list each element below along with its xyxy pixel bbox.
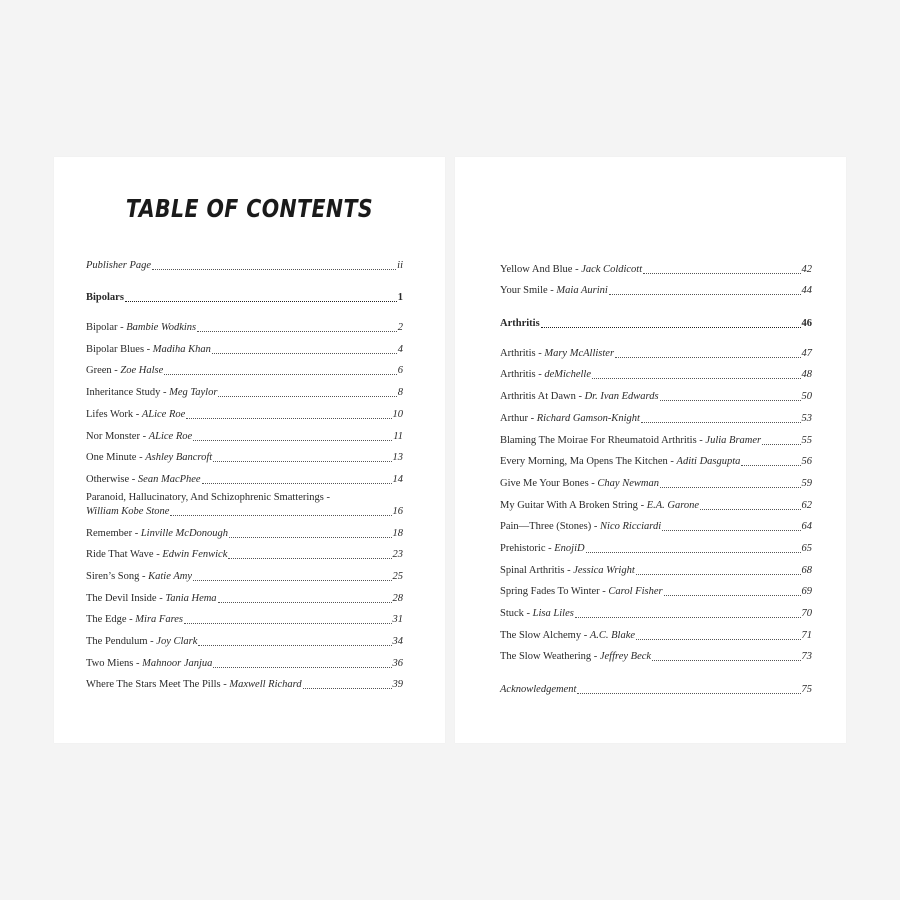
- dot-leader: [586, 551, 801, 553]
- entry-title: Nor Monster: [86, 430, 140, 442]
- entry-page: 18: [392, 527, 403, 539]
- dot-leader: [186, 417, 391, 419]
- entry-author: Lisa Liles: [532, 608, 574, 619]
- entry-author: Mary McAllister: [544, 347, 615, 359]
- entry-author: Maia Aurini: [556, 285, 608, 297]
- entry-page: 36: [392, 657, 403, 669]
- entry-author: A.C. Blake: [589, 629, 636, 641]
- dot-leader: [609, 293, 801, 295]
- entry-title: Your Smile: [500, 285, 548, 297]
- entry-separator: -: [156, 592, 166, 604]
- dot-leader: [125, 300, 397, 302]
- toc-entry[interactable]: [86, 378, 403, 400]
- entry-page: 70: [801, 608, 812, 619]
- entry-title: My Guitar With A Broken String: [500, 499, 638, 511]
- entry-separator: -: [153, 549, 163, 561]
- toc-entry-acknowledgement[interactable]: [500, 675, 812, 697]
- entry-page: 55: [801, 434, 812, 446]
- toc-entry[interactable]: [86, 562, 403, 584]
- entry-title: Siren’s Song: [86, 570, 140, 582]
- entry-separator: -: [591, 651, 600, 663]
- entry-separator: -: [133, 408, 142, 420]
- entry-separator: -: [111, 365, 121, 377]
- entry-separator: -: [144, 343, 153, 355]
- entry-page: ii: [397, 259, 403, 271]
- entry-page: 39: [392, 679, 403, 691]
- entry-separator: -: [637, 499, 647, 511]
- dot-leader: [643, 272, 800, 274]
- entry-author: Maxwell Richard: [229, 679, 302, 691]
- entry-page: 42: [801, 263, 812, 275]
- entry-title: Pain—Three (Stones): [500, 521, 592, 533]
- entry-title: Arthritis At Dawn: [500, 391, 576, 403]
- dot-leader: [652, 659, 800, 661]
- entry-title: Every Morning, Ma Opens The Kitchen: [500, 456, 668, 468]
- entry-title: Blaming The Moirae For Rheumatoid Arthritis: [500, 434, 697, 446]
- dot-leader: [303, 687, 392, 689]
- toc-entry[interactable]: [86, 335, 403, 357]
- toc-entry[interactable]: [500, 382, 812, 404]
- toc-entry[interactable]: [86, 400, 403, 422]
- toc-entry[interactable]: [86, 649, 403, 671]
- entry-author: Bambie Wodkins: [126, 322, 197, 334]
- entry-title: Arthur: [500, 412, 528, 424]
- entry-title: The Edge: [86, 614, 127, 626]
- entry-title: Spring Fades To Winter: [500, 586, 600, 598]
- entry-separator: -: [220, 679, 230, 691]
- entry-page: 6: [397, 365, 403, 377]
- toc-list-right: [500, 255, 812, 697]
- entry-author: Sean MacPhee: [137, 473, 201, 485]
- entry-author: ALice Roe: [141, 408, 186, 420]
- entry-page: 64: [801, 521, 812, 533]
- dot-leader: [184, 622, 391, 624]
- toc-entry[interactable]: [86, 671, 403, 693]
- entry-author: Dr. Ivan Edwards: [584, 391, 659, 403]
- dot-leader: [218, 395, 396, 397]
- entry-separator: -: [323, 491, 333, 503]
- entry-title: The Slow Weathering: [500, 651, 592, 663]
- toc-entry[interactable]: [500, 339, 812, 361]
- entry-separator: -: [599, 586, 609, 598]
- toc-entry[interactable]: [86, 313, 403, 335]
- entry-author: Jessica Wright: [573, 564, 635, 576]
- entry-title: Bipolar: [86, 322, 118, 334]
- dot-leader: [636, 573, 801, 575]
- toc-entry[interactable]: [86, 487, 403, 519]
- entry-page: 56: [801, 456, 812, 468]
- entry-author: Jeffrey Beck: [599, 651, 652, 663]
- entry-separator: -: [696, 434, 706, 446]
- entry-separator: -: [575, 391, 585, 403]
- toc-title: TABLE OF CONTENTS: [125, 194, 374, 223]
- entry-title: Lifes Work: [86, 408, 134, 420]
- entry-page: 23: [392, 549, 403, 561]
- entry-title: Green: [86, 365, 112, 377]
- dot-leader: [229, 536, 391, 538]
- entry-page: 16: [392, 505, 403, 517]
- entry-title: The Slow Alchemy: [500, 629, 582, 641]
- entry-page: 28: [392, 592, 403, 604]
- section-page: 46: [801, 318, 812, 330]
- entry-separator: -: [139, 430, 149, 442]
- toc-entry[interactable]: [500, 277, 812, 299]
- entry-page: 8: [397, 387, 403, 399]
- entry-author: Madiha Khan: [152, 343, 211, 355]
- entry-separator: -: [572, 263, 582, 275]
- entry-author: ALice Roe: [148, 430, 193, 442]
- entry-page: 65: [801, 542, 812, 554]
- entry-title: The Pendulum: [86, 636, 148, 647]
- entry-title: Yellow And Blue: [500, 263, 573, 275]
- toc-entry[interactable]: [500, 578, 812, 600]
- entry-separator: -: [129, 473, 138, 485]
- entry-title: Two Miens: [86, 657, 134, 669]
- dot-leader: [197, 330, 397, 332]
- entry-page: 10: [392, 408, 403, 420]
- entry-separator: -: [147, 636, 157, 647]
- entry-title: Remember: [86, 527, 133, 539]
- toc-entry[interactable]: [500, 404, 812, 426]
- entry-title: Inheritance Study: [86, 387, 161, 399]
- entry-page: 73: [801, 651, 812, 663]
- entry-title: One Minute: [86, 452, 137, 464]
- dot-leader: [575, 616, 801, 618]
- toc-entry[interactable]: [86, 606, 403, 628]
- entry-page: 68: [801, 564, 812, 576]
- entry-page: 2: [397, 322, 403, 334]
- entry-author: Edwin Fenwick: [162, 549, 228, 561]
- entry-author: Jack Coldicott: [581, 263, 643, 275]
- toc-entry[interactable]: [86, 541, 403, 563]
- entry-page: 14: [392, 473, 403, 485]
- dot-leader: [662, 529, 800, 531]
- toc-entry[interactable]: [500, 556, 812, 578]
- entry-page: 75: [801, 684, 812, 696]
- entry-author: Mira Fares: [135, 614, 184, 626]
- toc-entry[interactable]: [500, 621, 812, 643]
- entry-page: 47: [801, 347, 812, 359]
- toc-entry-publisher-page[interactable]: [86, 251, 403, 273]
- entry-author: Zoe Halse: [120, 365, 164, 377]
- dot-leader: [164, 373, 396, 375]
- toc-entry[interactable]: [500, 534, 812, 556]
- entry-page: 44: [801, 285, 812, 297]
- entry-title: Spinal Arthritis: [500, 564, 565, 576]
- entry-author: Nico Ricciardi: [600, 521, 662, 533]
- entry-title: Prehistoric: [500, 542, 546, 554]
- entry-author: Carol Fisher: [608, 586, 663, 598]
- dot-leader: [218, 601, 392, 603]
- toc-entry[interactable]: [500, 599, 812, 621]
- entry-author: Aditi Dasgupta: [676, 456, 741, 468]
- toc-entry[interactable]: [500, 643, 812, 665]
- entry-separator: -: [528, 412, 537, 424]
- entry-title: The Devil Inside: [86, 592, 157, 604]
- dot-leader: [577, 692, 800, 694]
- dot-leader: [193, 579, 392, 581]
- dot-leader: [213, 666, 391, 668]
- section-page: 1: [397, 292, 403, 304]
- entry-separator: -: [581, 629, 590, 641]
- entry-separator: -: [132, 527, 141, 539]
- entry-author: Meg Taylor: [169, 387, 218, 399]
- toc-entry[interactable]: [86, 465, 403, 487]
- entry-title: Arthritis: [500, 347, 536, 359]
- dot-leader: [664, 594, 801, 596]
- entry-separator: -: [117, 322, 127, 334]
- entry-page: 4: [397, 343, 403, 355]
- entry-page: 25: [392, 570, 403, 582]
- entry-page: 11: [393, 430, 403, 442]
- entry-separator: -: [139, 570, 149, 582]
- toc-entry[interactable]: [500, 448, 812, 470]
- entry-separator: -: [160, 387, 170, 399]
- entry-author: Linville McDonough: [140, 527, 229, 539]
- toc-section-arthritis[interactable]: [500, 309, 812, 331]
- entry-page: 31: [392, 614, 403, 626]
- dot-leader: [152, 268, 396, 270]
- entry-author: deMichelle: [544, 369, 591, 381]
- entry-author: Mahnoor Janjua: [142, 657, 213, 669]
- section-title: Bipolars: [86, 292, 124, 304]
- toc-entry[interactable]: [86, 584, 403, 606]
- entry-separator: -: [545, 542, 555, 554]
- entry-separator: -: [547, 285, 557, 297]
- toc-entry[interactable]: [500, 469, 812, 491]
- entry-author: Julia Bramer: [705, 434, 762, 446]
- toc-entry[interactable]: [86, 357, 403, 379]
- entry-title: Acknowledgement: [500, 684, 577, 696]
- dot-leader: [170, 514, 391, 516]
- entry-title: Publisher Page: [86, 259, 152, 271]
- toc-entry[interactable]: [500, 513, 812, 535]
- entry-separator: -: [667, 456, 677, 468]
- entry-separator: -: [136, 452, 146, 464]
- toc-entry[interactable]: [86, 627, 403, 649]
- right-page: [455, 157, 846, 743]
- dot-leader: [641, 421, 801, 423]
- entry-page: 71: [801, 629, 812, 641]
- entry-title: Arthritis: [500, 369, 536, 381]
- entry-page: 59: [801, 477, 812, 489]
- entry-title: Ride That Wave: [86, 549, 154, 561]
- dot-leader: [198, 644, 391, 646]
- dot-leader: [700, 508, 800, 510]
- entry-separator: -: [523, 608, 533, 619]
- entry-author: Tania Hema: [165, 592, 217, 604]
- entry-title: Bipolar Blues: [86, 343, 145, 355]
- entry-page: 69: [801, 586, 812, 598]
- section-title: Arthritis: [500, 318, 540, 330]
- toc-entry[interactable]: [86, 422, 403, 444]
- dot-leader: [541, 326, 801, 328]
- dot-leader: [202, 482, 392, 484]
- entry-page: 34: [392, 636, 403, 647]
- entry-title: Paranoid, Hallucinatory, And Schizophrenic Smatterings: [86, 491, 324, 503]
- toc-entry[interactable]: [86, 444, 403, 466]
- toc-entry[interactable]: [500, 361, 812, 383]
- entry-page: 62: [801, 499, 812, 511]
- entry-title: Otherwise: [86, 473, 130, 485]
- entry-author: Chay Newman: [597, 477, 659, 489]
- dot-leader: [762, 443, 800, 445]
- dot-leader: [193, 439, 392, 441]
- entry-author: Ashley Bancroft: [145, 452, 213, 464]
- entry-author: Joy Clark: [156, 636, 198, 647]
- entry-separator: -: [588, 477, 598, 489]
- entry-author: EnojiD: [554, 542, 585, 554]
- dot-leader: [212, 352, 397, 354]
- toc-entry[interactable]: [86, 519, 403, 541]
- entry-author: William Kobe Stone: [86, 505, 170, 517]
- entry-author: E.A. Garone: [646, 499, 700, 511]
- dot-leader: [213, 460, 391, 462]
- toc-entry[interactable]: [500, 426, 812, 448]
- toc-entry[interactable]: [500, 255, 812, 277]
- entry-page: 50: [801, 391, 812, 403]
- entry-title: Give Me Your Bones: [500, 477, 589, 489]
- dot-leader: [615, 356, 800, 358]
- left-page: [54, 157, 445, 743]
- entry-title: Stuck: [500, 608, 524, 619]
- entry-page: 53: [801, 412, 812, 424]
- toc-section-bipolars[interactable]: [86, 284, 403, 306]
- toc-list-left: [86, 251, 403, 692]
- entry-author: Richard Gamson-Knight: [536, 412, 640, 424]
- dot-leader: [660, 486, 801, 488]
- toc-entry[interactable]: [500, 491, 812, 513]
- entry-separator: -: [591, 521, 601, 533]
- entry-separator: -: [564, 564, 574, 576]
- dot-leader: [660, 399, 801, 401]
- entry-separator: -: [133, 657, 143, 669]
- dot-leader: [228, 557, 391, 559]
- entry-title: Where The Stars Meet The Pills: [86, 679, 221, 691]
- entry-author: Katie Amy: [148, 570, 192, 582]
- dot-leader: [741, 464, 800, 466]
- entry-page: 48: [801, 369, 812, 381]
- entry-separator: -: [126, 614, 136, 626]
- entry-page: 13: [392, 452, 403, 464]
- dot-leader: [636, 638, 800, 640]
- entry-separator: -: [535, 347, 545, 359]
- entry-separator: -: [535, 369, 545, 381]
- dot-leader: [592, 377, 801, 379]
